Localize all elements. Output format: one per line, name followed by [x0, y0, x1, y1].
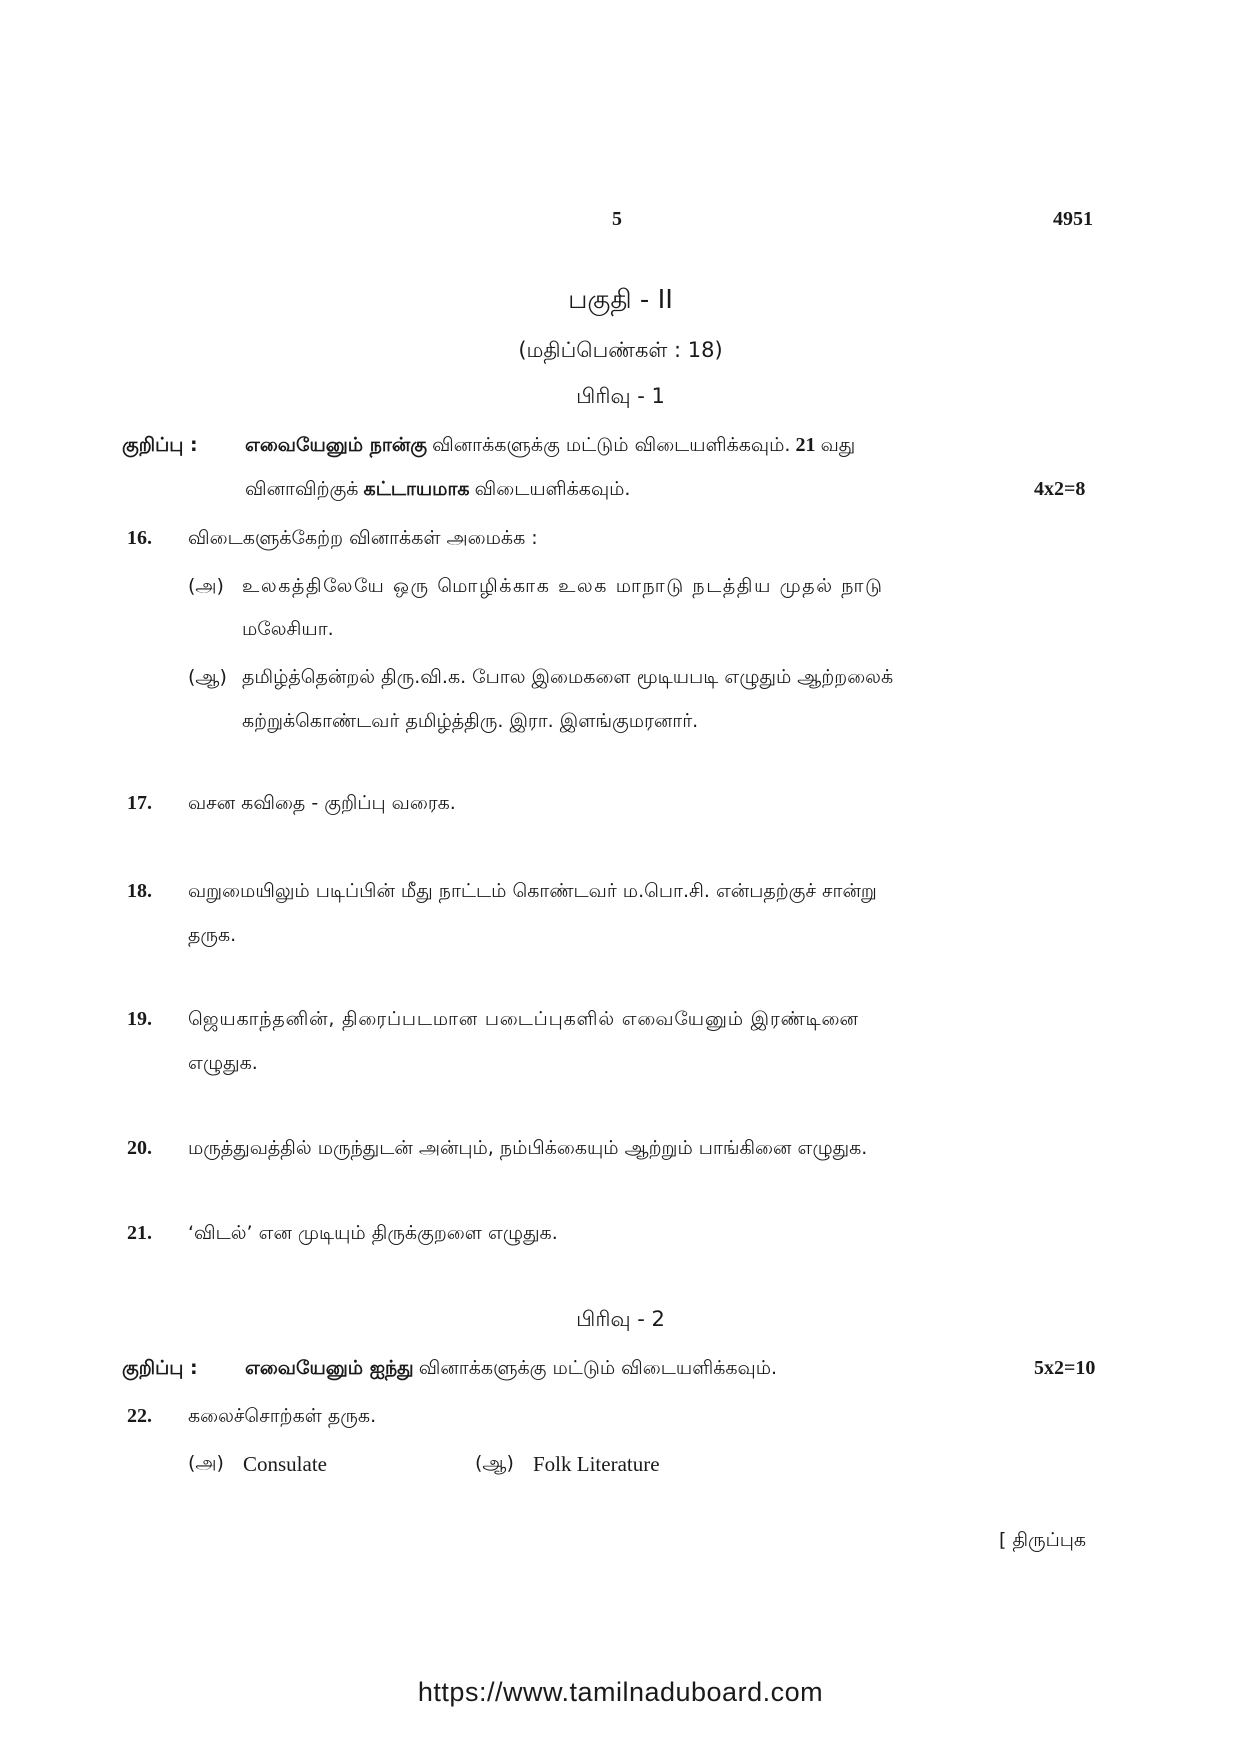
- question-number: 19.: [127, 1008, 152, 1030]
- note-text: வினாக்களுக்கு மட்டும் விடையளிக்கவும்.: [418, 1357, 778, 1379]
- question-number: 20.: [127, 1137, 152, 1159]
- question-number: 22.: [127, 1405, 152, 1427]
- question-text: கலைச்சொற்கள் தருக.: [188, 1405, 377, 1427]
- note-bold-count: எவையேனும் ஐந்து: [245, 1357, 414, 1379]
- note-line2-pre: வினாவிற்குக்: [245, 478, 359, 500]
- question-text: வறுமையிலும் படிப்பின் மீது நாட்டம் கொண்டவர் ம.பொ.சி. என்பதற்குச் சான்று: [188, 880, 877, 902]
- question-text: ‘விடல்’ என முடியும் திருக்குறளை எழுதுக.: [188, 1222, 558, 1244]
- section1-note-line1: [245, 434, 855, 459]
- note-question-number: 21: [795, 434, 816, 456]
- note-line2-bold: கட்டாயமாக: [363, 478, 470, 500]
- subquestion-label: (அ): [188, 1452, 224, 1474]
- question-text: வசன கவிதை - குறிப்பு வரைக.: [188, 792, 456, 814]
- question-text-cont: தருக.: [188, 924, 237, 946]
- question-number: 18.: [127, 880, 152, 902]
- subquestion-label: (அ): [188, 575, 224, 597]
- question-number: 17.: [127, 792, 152, 814]
- section1-title: பிரிவு - 1: [576, 384, 665, 408]
- subquestion-text: Consulate: [243, 1452, 327, 1476]
- page-number: 5: [612, 208, 622, 230]
- question-text-cont: எழுதுக.: [188, 1052, 258, 1074]
- section1-note-line2: [245, 478, 630, 503]
- part-marks: (மதிப்பெண்கள் : 18): [518, 338, 723, 362]
- section1-note-label: குறிப்பு :: [122, 434, 198, 456]
- paper-code: 4951: [1053, 208, 1093, 230]
- subquestion-text: தமிழ்த்தென்றல் திரு.வி.க. போல இமைகளை மூடியபடி எழுதும் ஆற்றலைக்: [242, 666, 894, 688]
- question-text: மருத்துவத்தில் மருந்துடன் அன்பும், நம்பிக்கையும் ஆற்றும் பாங்கினை எழுதுக.: [188, 1137, 868, 1159]
- section2-marks: 5x2=10: [1034, 1357, 1096, 1379]
- subquestion-text: உலகத்திலேயே ஒரு மொழிக்காக உலக மாநாடு நடத்திய முதல் நாடு: [242, 575, 884, 597]
- section2-note-label: குறிப்பு :: [122, 1357, 198, 1379]
- question-number: 21.: [127, 1222, 152, 1244]
- question-text: ஜெயகாந்தனின், திரைப்படமான படைப்புகளில் எவையேனும் இரண்டினை: [188, 1008, 859, 1030]
- note-suffix: வது: [820, 434, 856, 456]
- section2-note: [245, 1357, 777, 1382]
- note-text: வினாக்களுக்கு மட்டும் விடையளிக்கவும்.: [432, 434, 791, 456]
- question-text: விடைகளுக்கேற்ற வினாக்கள் அமைக்க :: [188, 527, 538, 549]
- note-bold-count: எவையேனும் நான்கு: [245, 434, 428, 456]
- note-line2-end: விடையளிக்கவும்.: [474, 478, 631, 500]
- subquestion-text-cont: மலேசியா.: [242, 618, 334, 640]
- section2-title: பிரிவு - 2: [576, 1307, 665, 1331]
- section1-marks: 4x2=8: [1034, 478, 1086, 500]
- turn-over-note: [ திருப்புக: [999, 1529, 1087, 1551]
- question-number: 16.: [127, 527, 152, 549]
- subquestion-text-cont: கற்றுக்கொண்டவர் தமிழ்த்திரு. இரா. இளங்குமரனார்.: [242, 710, 699, 732]
- part-title: பகுதி - II: [568, 285, 673, 315]
- subquestion-label: (ஆ): [188, 666, 227, 688]
- subquestion-label: (ஆ): [475, 1452, 514, 1474]
- subquestion-text: Folk Literature: [533, 1452, 660, 1476]
- footer-url[interactable]: https://www.tamilnaduboard.com: [417, 1677, 824, 1707]
